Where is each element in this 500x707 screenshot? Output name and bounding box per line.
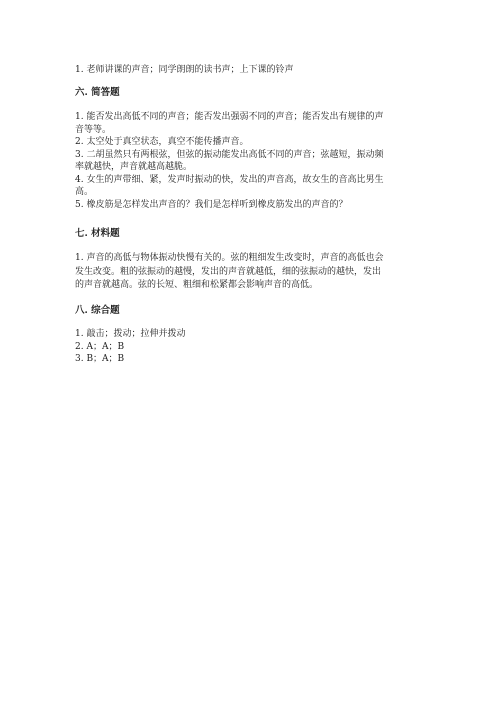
- section6-heading: 六. 简答题: [75, 87, 120, 98]
- section8-heading: 八. 综合题: [75, 305, 120, 316]
- section6-body: [75, 111, 383, 211]
- section6-line: 5. 橡皮筋是怎样发出声音的？我们是怎样听到橡皮筋发出的声音的？: [75, 199, 348, 210]
- section8-line: 3. B；A；B: [75, 354, 125, 364]
- section7-heading: 七. 材料题: [75, 228, 120, 239]
- section5-item1: 1. 老师讲课的声音；同学朗朗的读书声；上下课的铃声: [75, 65, 294, 75]
- section8-body: [75, 328, 185, 366]
- section6-line: 3. 二胡虽然只有两根弦，但弦的振动能发出高低不同的声音；弦越短，振动频: [75, 149, 384, 160]
- section7-body: [75, 252, 383, 293]
- section6-line: 4. 女生的声带细、紧，发声时振动的快，发出的声音高，故女生的音高比男生: [75, 174, 384, 185]
- section7-line: 的声音就越高。弦的长短、粗细和松紧都会影响声音的高低。: [75, 280, 319, 290]
- section6-line: 2. 太空处于真空状态，真空不能传播声音。: [75, 137, 249, 147]
- section6-line: 率就越快，声音就越高越脆。: [75, 162, 193, 172]
- section8-line: 1. 敲击；拨动；拉伸并拨动: [75, 329, 186, 339]
- section8-line: 2. A；A；B: [75, 341, 125, 352]
- section6-line: 1. 能否发出高低不同的声音；能否发出强弱不同的声音；能否发出有规律的声: [75, 112, 384, 122]
- section6-line: 音等等。: [75, 124, 112, 135]
- section7-line: 1. 声音的高低与物体振动快慢有关的。弦的粗细发生改变时，声音的高低也会: [75, 253, 384, 263]
- section7-line: 发生改变。粗的弦振动的越慢，发出的声音就越低，细的弦振动的越快，发出: [75, 266, 382, 277]
- section6-line: 高。: [75, 187, 94, 197]
